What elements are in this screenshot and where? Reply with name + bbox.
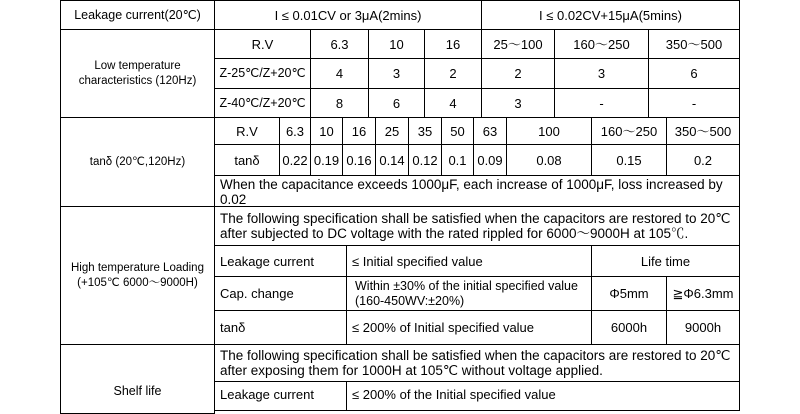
life-time-small: 6000h xyxy=(591,310,667,345)
low-temp-cell: - xyxy=(648,88,740,118)
tan-header-cell: 35 xyxy=(408,117,442,145)
tan-cell: 0.19 xyxy=(310,144,343,176)
high-temp-intro-line1: The following specification shall be satisfied when the capacitors are restored to 20℃ xyxy=(220,211,731,226)
shelf-life-label: Shelf life xyxy=(60,344,215,414)
low-temp-header-cell: 160～250 xyxy=(554,29,649,59)
tan-cell: 0.09 xyxy=(473,144,507,176)
shelf-intro-line2: after exposing them for 1000H at 105℃ without voltage applied. xyxy=(220,363,603,378)
diameter-small: Φ5mm xyxy=(591,276,667,311)
tan-header-cell: 25 xyxy=(375,117,409,145)
low-temp-cell: 2 xyxy=(481,58,555,89)
low-temp-cell: 3 xyxy=(481,88,555,118)
tan-header-cell: 6.3 xyxy=(279,117,311,145)
low-temp-cell: 2 xyxy=(424,58,482,89)
high-temp-tan-label: tanδ xyxy=(214,310,347,345)
high-temp-cap-label: Cap. change xyxy=(214,276,347,311)
low-temp-header-cell: R.V xyxy=(214,29,311,59)
tan-cell: 0.14 xyxy=(375,144,409,176)
tan-header-cell: 10 xyxy=(310,117,343,145)
tan-cell: 0.1 xyxy=(441,144,474,176)
tan-delta-label: tanδ (20℃,120Hz) xyxy=(60,117,215,207)
tan-header-cell: 100 xyxy=(506,117,592,145)
tan-header-cell: 16 xyxy=(342,117,376,145)
tan-cell: 0.15 xyxy=(591,144,667,176)
low-temp-cell: 6 xyxy=(648,58,740,89)
low-temp-row-label: Z-40℃/Z+20℃ xyxy=(214,88,311,118)
tan-cell: 0.16 xyxy=(342,144,376,176)
shelf-intro xyxy=(214,344,740,382)
low-temp-header-cell: 25～100 xyxy=(481,29,555,59)
tan-cell: 0.2 xyxy=(666,144,740,176)
high-temp-label: High temperature Loading (+105℃ 6000～9000H) xyxy=(60,206,215,345)
high-temp-tan-value: ≤ 200% of Initial specified value xyxy=(346,310,592,345)
low-temp-label: Low temperature characteristics (120Hz) xyxy=(60,29,215,118)
tan-cell: 0.08 xyxy=(506,144,592,176)
low-temp-header-cell: 6.3 xyxy=(310,29,369,59)
low-temp-header-cell: 350～500 xyxy=(648,29,740,59)
shelf-leak-label: Leakage current xyxy=(214,381,347,411)
life-time-header: Life time xyxy=(591,245,740,277)
high-temp-cap-value: Within ±30% of the initial specified value (160-450WV:±20%) xyxy=(346,276,592,311)
tan-header-cell: 50 xyxy=(441,117,474,145)
leakage-spec-high-voltage: I ≤ 0.02CV+15μA(5mins) xyxy=(481,0,740,30)
tan-header-cell: 63 xyxy=(473,117,507,145)
tan-cell: 0.12 xyxy=(408,144,442,176)
low-temp-cell: 6 xyxy=(368,88,425,118)
low-temp-header-cell: 16 xyxy=(424,29,482,59)
tan-row-label: tanδ xyxy=(214,144,280,176)
tan-header-cell: R.V xyxy=(214,117,280,145)
leakage-spec-low-voltage: I ≤ 0.01CV or 3μA(2mins) xyxy=(214,0,482,30)
low-temp-header-cell: 10 xyxy=(368,29,425,59)
shelf-leak-value: ≤ 200% of the Initial specified value xyxy=(346,381,740,411)
high-temp-intro xyxy=(214,206,740,246)
high-temp-leak-label: Leakage current xyxy=(214,245,347,277)
tan-cell: 0.22 xyxy=(279,144,311,176)
shelf-intro-line1: The following specification shall be satisfied when the capacitors are restored to 20℃ xyxy=(220,348,731,363)
tan-header-cell: 160～250 xyxy=(591,117,667,145)
low-temp-cell: 4 xyxy=(424,88,482,118)
tan-header-cell: 350～500 xyxy=(666,117,740,145)
life-time-large: 9000h xyxy=(666,310,740,345)
low-temp-cell: 4 xyxy=(310,58,369,89)
high-temp-intro-line2: after subjected to DC voltage with the rated rippled for 6000～9000H at 105℃. xyxy=(220,226,689,241)
low-temp-cell: - xyxy=(554,88,649,118)
low-temp-cell: 8 xyxy=(310,88,369,118)
low-temp-row-label: Z-25℃/Z+20℃ xyxy=(214,58,311,89)
leakage-current-label: Leakage current(20℃) xyxy=(60,0,215,30)
tan-note: When the capacitance exceeds 1000μF, each increase of 1000μF, loss increased by 0.02 xyxy=(214,175,740,207)
low-temp-cell: 3 xyxy=(554,58,649,89)
low-temp-cell: 3 xyxy=(368,58,425,89)
high-temp-leak-value: ≤ Initial specified value xyxy=(346,245,592,277)
diameter-large: ≧Φ6.3mm xyxy=(666,276,740,311)
